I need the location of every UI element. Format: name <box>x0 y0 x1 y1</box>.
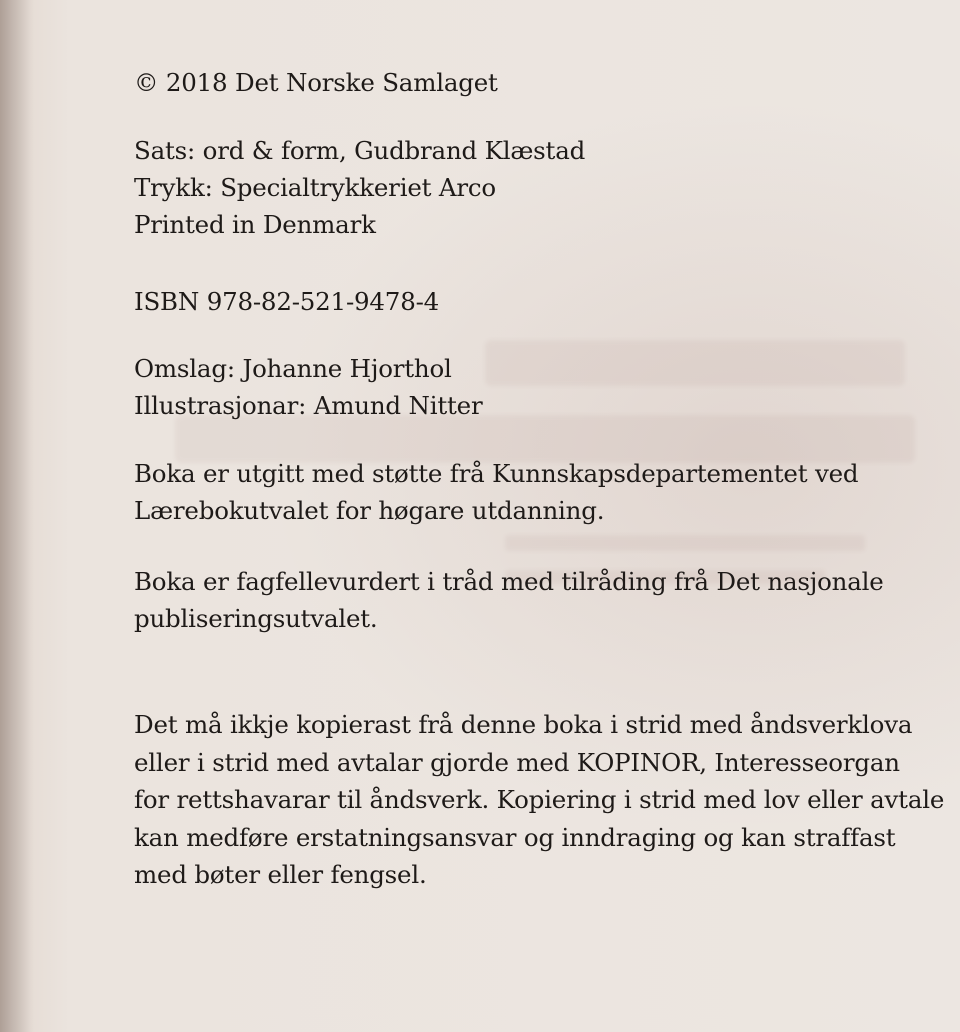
cover-credit-line: Omslag: Johanne Hjorthol <box>134 354 452 383</box>
legal-line-2: eller i strid med avtalar gjorde med KOPINOR, Interesseorgan <box>134 747 900 777</box>
legal-line-4: kan medføre erstatningsansvar og inndraging og kan straffast <box>134 822 896 852</box>
legal-line-5: med bøter eller fengsel. <box>134 860 427 889</box>
peer-review-line-2: publiseringsutvalet. <box>134 604 378 633</box>
illustrations-credit-line: Illustrasjonar: Amund Nitter <box>134 391 483 420</box>
legal-line-1: Det må ikkje kopierast frå denne boka i strid med åndsverklova <box>134 710 913 739</box>
copyright-legal-notice <box>134 706 944 894</box>
isbn-block <box>134 283 439 320</box>
funding-statement <box>134 455 858 529</box>
printing-line: Trykk: Specialtrykkeriet Arco <box>134 173 496 202</box>
gutter-shadow <box>0 0 34 1032</box>
copyright-line: © 2018 Det Norske Samlaget <box>134 68 498 97</box>
design-credits <box>134 350 482 424</box>
printed-in-line: Printed in Denmark <box>134 210 376 239</box>
legal-line-3: for rettshavarar til åndsverk. Kopiering i strid med lov eller avtale <box>134 785 945 814</box>
typesetting-line: Sats: ord & form, Gudbrand Klæstad <box>134 136 586 165</box>
copyright-notice <box>134 64 498 101</box>
funding-line-2: Lærebokutvalet for høgare utdanning. <box>134 496 605 525</box>
peer-review-statement <box>134 563 884 637</box>
isbn-line: ISBN 978-82-521-9478-4 <box>134 287 440 316</box>
funding-line-1: Boka er utgitt med støtte frå Kunnskapsdepartementet ved <box>134 459 859 488</box>
production-credits <box>134 132 585 243</box>
peer-review-line-1: Boka er fagfellevurdert i tråd med tilråding frå Det nasjonale <box>134 567 884 596</box>
